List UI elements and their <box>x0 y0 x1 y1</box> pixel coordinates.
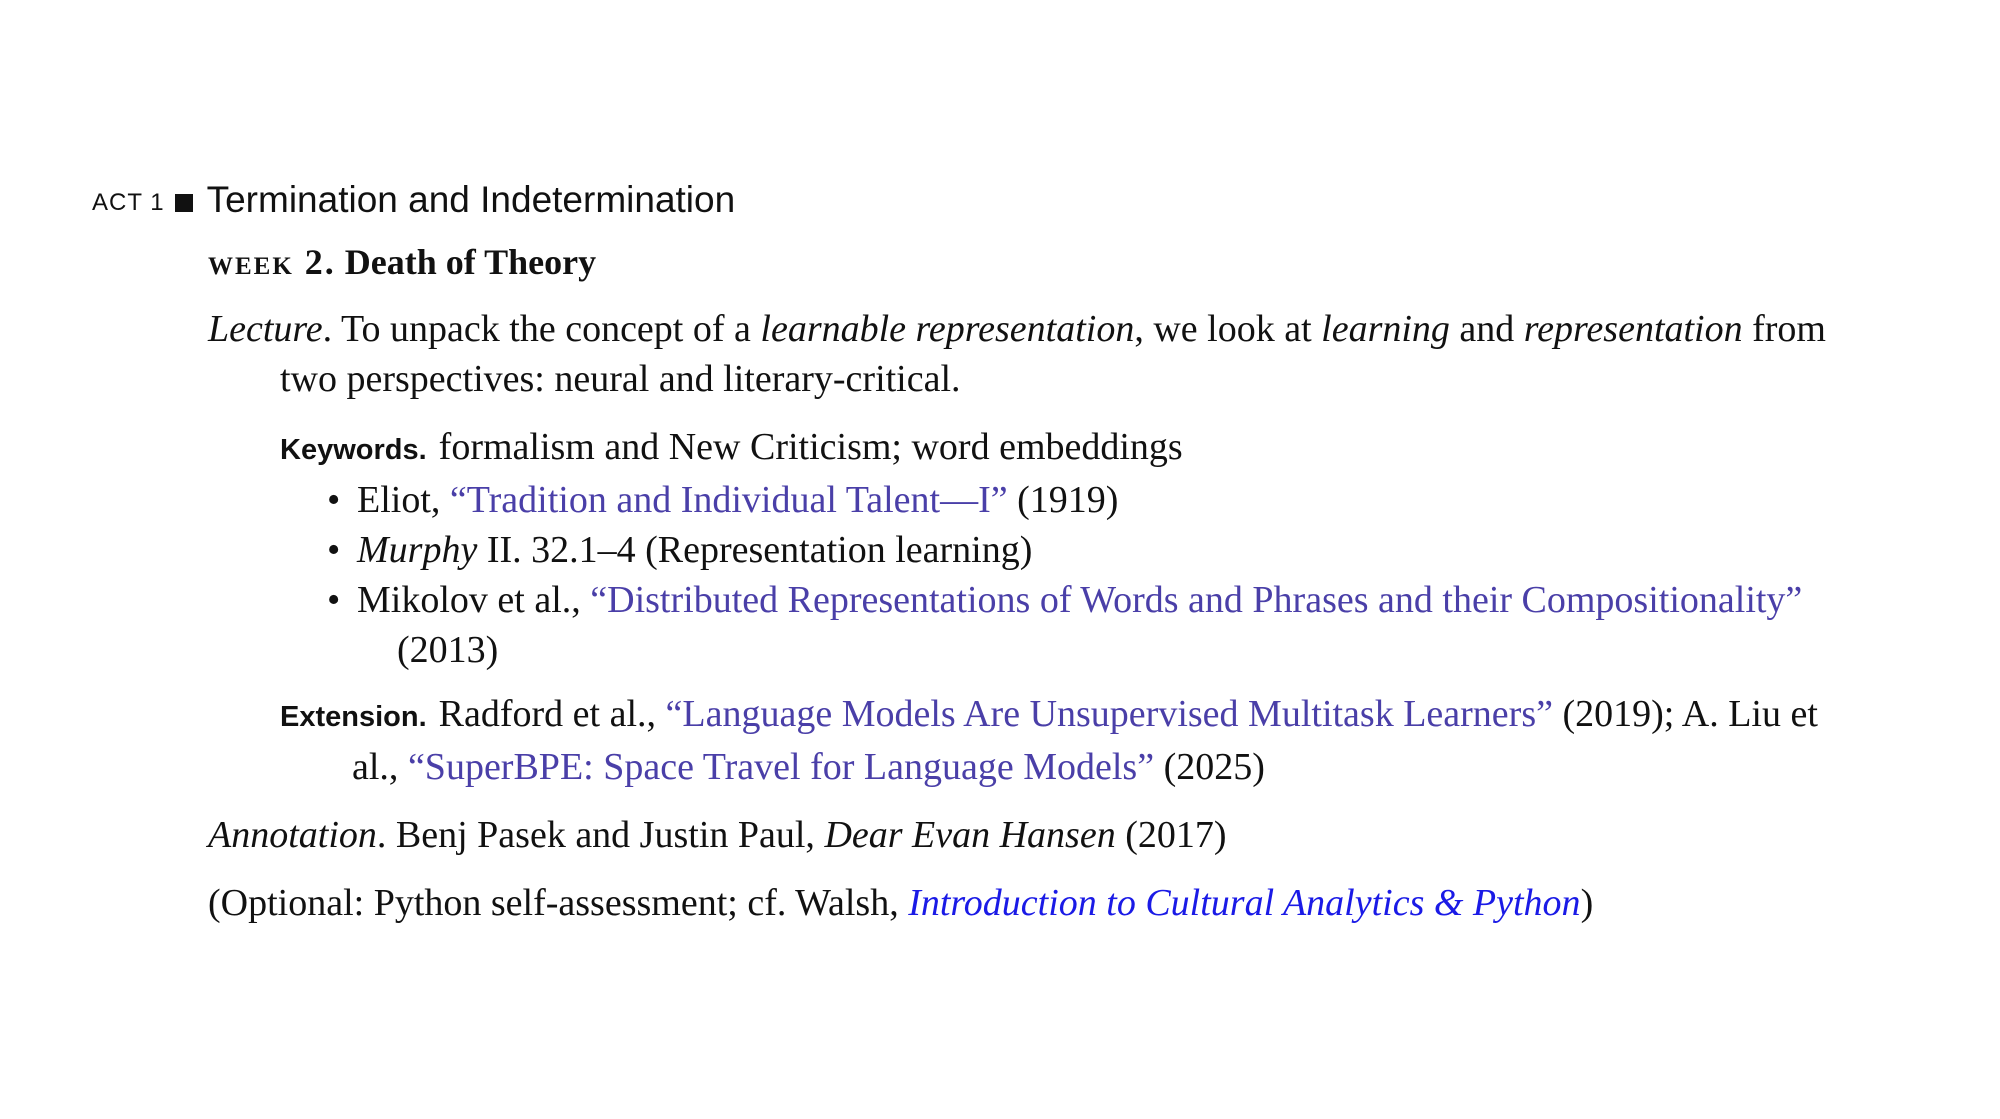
keywords-label: Keywords. <box>280 434 427 466</box>
lecture-details <box>280 422 1848 792</box>
act-heading <box>92 175 735 225</box>
readings-list <box>280 475 1848 675</box>
reading-author: Mikolov et al., <box>357 579 591 621</box>
keywords-text: formalism and New Criticism; word embeddings <box>438 426 1183 468</box>
annotation-title: Dear Evan Hansen <box>824 814 1116 856</box>
bullet-icon: • <box>327 529 341 571</box>
optional-text: ) <box>1580 882 1594 924</box>
annotation-paragraph <box>208 810 1848 860</box>
week-section <box>208 236 1848 928</box>
extension-text: (2019); A. Liu et al., <box>352 693 1818 788</box>
lecture-text: and <box>1449 308 1524 350</box>
lecture-emphasis: learnable representation <box>760 308 1135 350</box>
lecture-emphasis: learning <box>1321 308 1450 350</box>
keywords-line <box>280 422 1848 475</box>
reading-link[interactable]: “Distributed Representations of Words and Phrases and their Compositionality” <box>590 579 1803 621</box>
extension-author: Radford et al., <box>438 693 666 735</box>
extension-paragraph <box>280 689 1848 792</box>
square-bullet-icon <box>175 194 193 212</box>
optional-text: (Optional: Python self-assessment; cf. Walsh, <box>208 882 909 924</box>
bullet-icon: • <box>327 579 341 621</box>
week-title: Death of Theory <box>344 242 597 282</box>
reading-year: (1919) <box>1007 479 1119 521</box>
act-label: ACT 1 <box>92 189 165 216</box>
annotation-year: (2017) <box>1115 814 1227 856</box>
week-heading <box>208 236 1848 288</box>
extension-link[interactable]: “Language Models Are Unsupervised Multitask Learners” <box>665 693 1553 735</box>
lecture-label: Lecture <box>208 308 323 350</box>
reading-author: Eliot, <box>357 479 450 521</box>
extension-link[interactable]: “SuperBPE: Space Travel for Language Models” <box>407 746 1155 788</box>
lecture-text: from two perspectives: neural and literary-critical. <box>280 308 1826 400</box>
reading-detail: II. 32.1–4 (Representation learning) <box>477 529 1033 571</box>
reading-year: (2013) <box>397 629 499 671</box>
lecture-text: . To unpack the concept of a <box>322 308 761 350</box>
act-title: Termination and Indetermination <box>206 179 736 220</box>
reading-title: Murphy <box>357 529 478 571</box>
reading-link[interactable]: “Tradition and Individual Talent—I” <box>449 479 1008 521</box>
extension-label: Extension. <box>280 701 427 733</box>
list-item <box>280 525 1848 575</box>
annotation-text: . Benj Pasek and Justin Paul, <box>376 814 825 856</box>
lecture-emphasis: representation <box>1523 308 1743 350</box>
list-item <box>280 475 1848 525</box>
optional-link[interactable]: Introduction to Cultural Analytics & Python <box>908 882 1581 924</box>
week-label: week 2. <box>208 242 336 282</box>
optional-paragraph <box>208 878 1848 928</box>
lecture-paragraph <box>208 304 1848 404</box>
lecture-text: , we look at <box>1134 308 1322 350</box>
bullet-icon: • <box>327 479 341 521</box>
extension-year: (2025) <box>1154 746 1265 788</box>
annotation-label: Annotation <box>208 814 377 856</box>
list-item <box>280 575 1848 675</box>
